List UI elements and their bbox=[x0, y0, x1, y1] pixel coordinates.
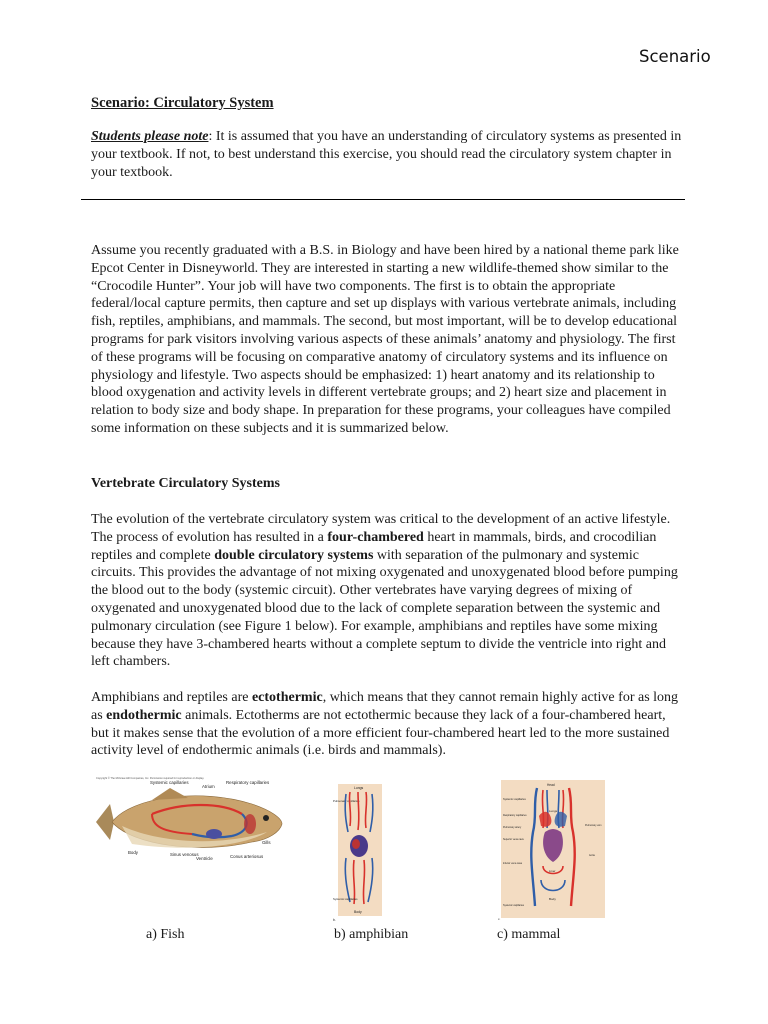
label-head: Head bbox=[547, 783, 555, 787]
label-systemic-capillaries: Systemic capillaries bbox=[503, 798, 526, 801]
section-heading: Vertebrate Circulatory Systems bbox=[91, 476, 280, 491]
label-respiratory-capillaries: Respiratory capillaries bbox=[226, 780, 270, 785]
amphibian-illustration bbox=[332, 776, 386, 923]
fish-illustration bbox=[92, 774, 284, 870]
label-pulmonary-vein: Pulmonary vein bbox=[585, 824, 602, 827]
label-superior-vena-cava: Superior vena cava bbox=[503, 838, 524, 841]
evolution-paragraph bbox=[91, 511, 683, 671]
label-pulmonary-artery: Pulmonary artery bbox=[503, 826, 522, 829]
text-run: , which means that they cannot remain highly active for as long as bbox=[91, 690, 679, 723]
intro-paragraph: Assume you recently graduated with a B.S. in Biology and have been hired by a national theme park like Epcot Center in Disneyworld. They are interested in starting a new wildlife-themed show similar to the “Crocodile Hunter”. Your job will have two components. The first is to obtain the appropriate federal/local capture permits, then capture and set up displays with various vertebrate animals, including fish, reptiles, amphibians, and mammals. The second, but most important, will be to develop educational programs for park visitors involving various aspects of these animals’ anatomy and physiology. The first of these programs will be focusing on comparative anatomy of circulatory systems and its influence on physiology and lifestyle. Two aspects should be emphasized: 1) heart anatomy and its relationship to blood oxygenation and activity levels in different vertebrate groups; and 2) heart size and placement in relation to body size and body shape. In preparation for these programs, your colleagues have compiled some information on these subjects and it is summarized below. bbox=[91, 243, 679, 436]
document-title: Scenario: Circulatory System bbox=[91, 95, 274, 111]
fish-eye bbox=[263, 815, 269, 821]
label-lungs: Lungs bbox=[549, 809, 558, 813]
text-run: with separation of the pulmonary and systemic circuits. This provides the advantage of not mixing oxygenated and unoxygenated blood before pumping the blood out to the body (systemic circuit). Other vertebrates have varying degrees of mixing of oxygenated and unoxygenated blood due to the lack of complete separation between the systemic and pulmonary circulation (see Figure 1 below). For example, amphibians and reptiles have some mixing because they have 3-chambered hearts without a complete septum to divide the ventricle into right and left chambers. bbox=[91, 547, 678, 670]
label-respiratory-capillaries: Respiratory capillaries bbox=[503, 814, 527, 817]
label-liver: Liver bbox=[549, 869, 556, 873]
panel-letter: c. bbox=[498, 917, 501, 921]
label-body: Body bbox=[128, 850, 139, 855]
label-body: Body bbox=[549, 897, 556, 901]
label-systemic-capillaries: Systemic capillaries bbox=[333, 897, 358, 901]
caption-mammal: c) mammal bbox=[497, 927, 561, 942]
fish-gills bbox=[244, 814, 256, 834]
amphibian-circulation-figure bbox=[332, 776, 386, 923]
text-run: Amphibians and reptiles are bbox=[91, 690, 252, 705]
fish-circulation-figure bbox=[92, 774, 284, 870]
label-ventricle: Ventricle bbox=[196, 856, 213, 861]
fish-tail bbox=[96, 804, 114, 840]
label-inferior-vena-cava: Inferior vena cava bbox=[503, 862, 523, 865]
student-note bbox=[91, 128, 691, 182]
text-run: heart in mammals, birds, and crocodilian reptiles and complete bbox=[91, 529, 657, 563]
note-text: : It is assumed that you have an understanding of circulatory systems as presented in your textbook. If not, to best understand this exercise, you should read the circulatory system chapter in your textbook. bbox=[91, 129, 682, 180]
caption-amphibian: b) amphibian bbox=[334, 927, 409, 942]
text-run: The evolution of the vertebrate circulatory system was critical to the development of an active lifestyle. The process of evolution has resulted in a bbox=[91, 512, 671, 545]
label-aorta: Aorta bbox=[589, 854, 595, 857]
label-conus-arteriosus: Conus arteriosus bbox=[230, 854, 264, 859]
note-label: Students please note bbox=[91, 129, 209, 144]
thermo-paragraph bbox=[91, 689, 683, 760]
fish-dorsal-fin bbox=[152, 788, 188, 800]
bold-term: ectothermic bbox=[251, 690, 323, 705]
bold-term: double circulatory systems bbox=[214, 547, 374, 563]
bold-term: endothermic bbox=[106, 707, 182, 723]
label-lungs: Lungs bbox=[354, 786, 364, 790]
fish-credit: Copyright © The McGraw-Hill Companies, Inc. Permission required for reproduction or display. bbox=[96, 777, 205, 780]
label-atrium: Atrium bbox=[202, 784, 215, 789]
text-run: animals. Ectotherms are not ectothermic because they lack of a four-chambered heart, but it makes sense that the evolution of a more efficient four-chambered heart led to the more sustained activity level of endothermic animals (i.e. birds and mammals). bbox=[91, 707, 670, 759]
running-header: Scenario bbox=[639, 47, 711, 66]
mammal-illustration bbox=[497, 776, 609, 922]
panel-letter: b. bbox=[333, 918, 336, 922]
divider-line bbox=[81, 199, 685, 200]
label-body: Body bbox=[354, 910, 362, 914]
label-systemic-capillaries: Systemic capillaries bbox=[150, 780, 189, 785]
label-systemic-capillaries-lower: Systemic capillaries bbox=[503, 904, 524, 907]
label-pulmonary-capillaries: Pulmonary capillaries bbox=[333, 799, 360, 803]
fish-heart bbox=[206, 829, 222, 839]
bold-term: four-chambered bbox=[327, 529, 424, 545]
heart-atrium bbox=[352, 839, 360, 849]
caption-fish: a) Fish bbox=[146, 927, 185, 942]
label-sinus-venosus: Sinus venosus bbox=[170, 852, 199, 857]
mammal-circulation-figure bbox=[497, 776, 609, 922]
label-gills: Gills bbox=[262, 840, 271, 845]
